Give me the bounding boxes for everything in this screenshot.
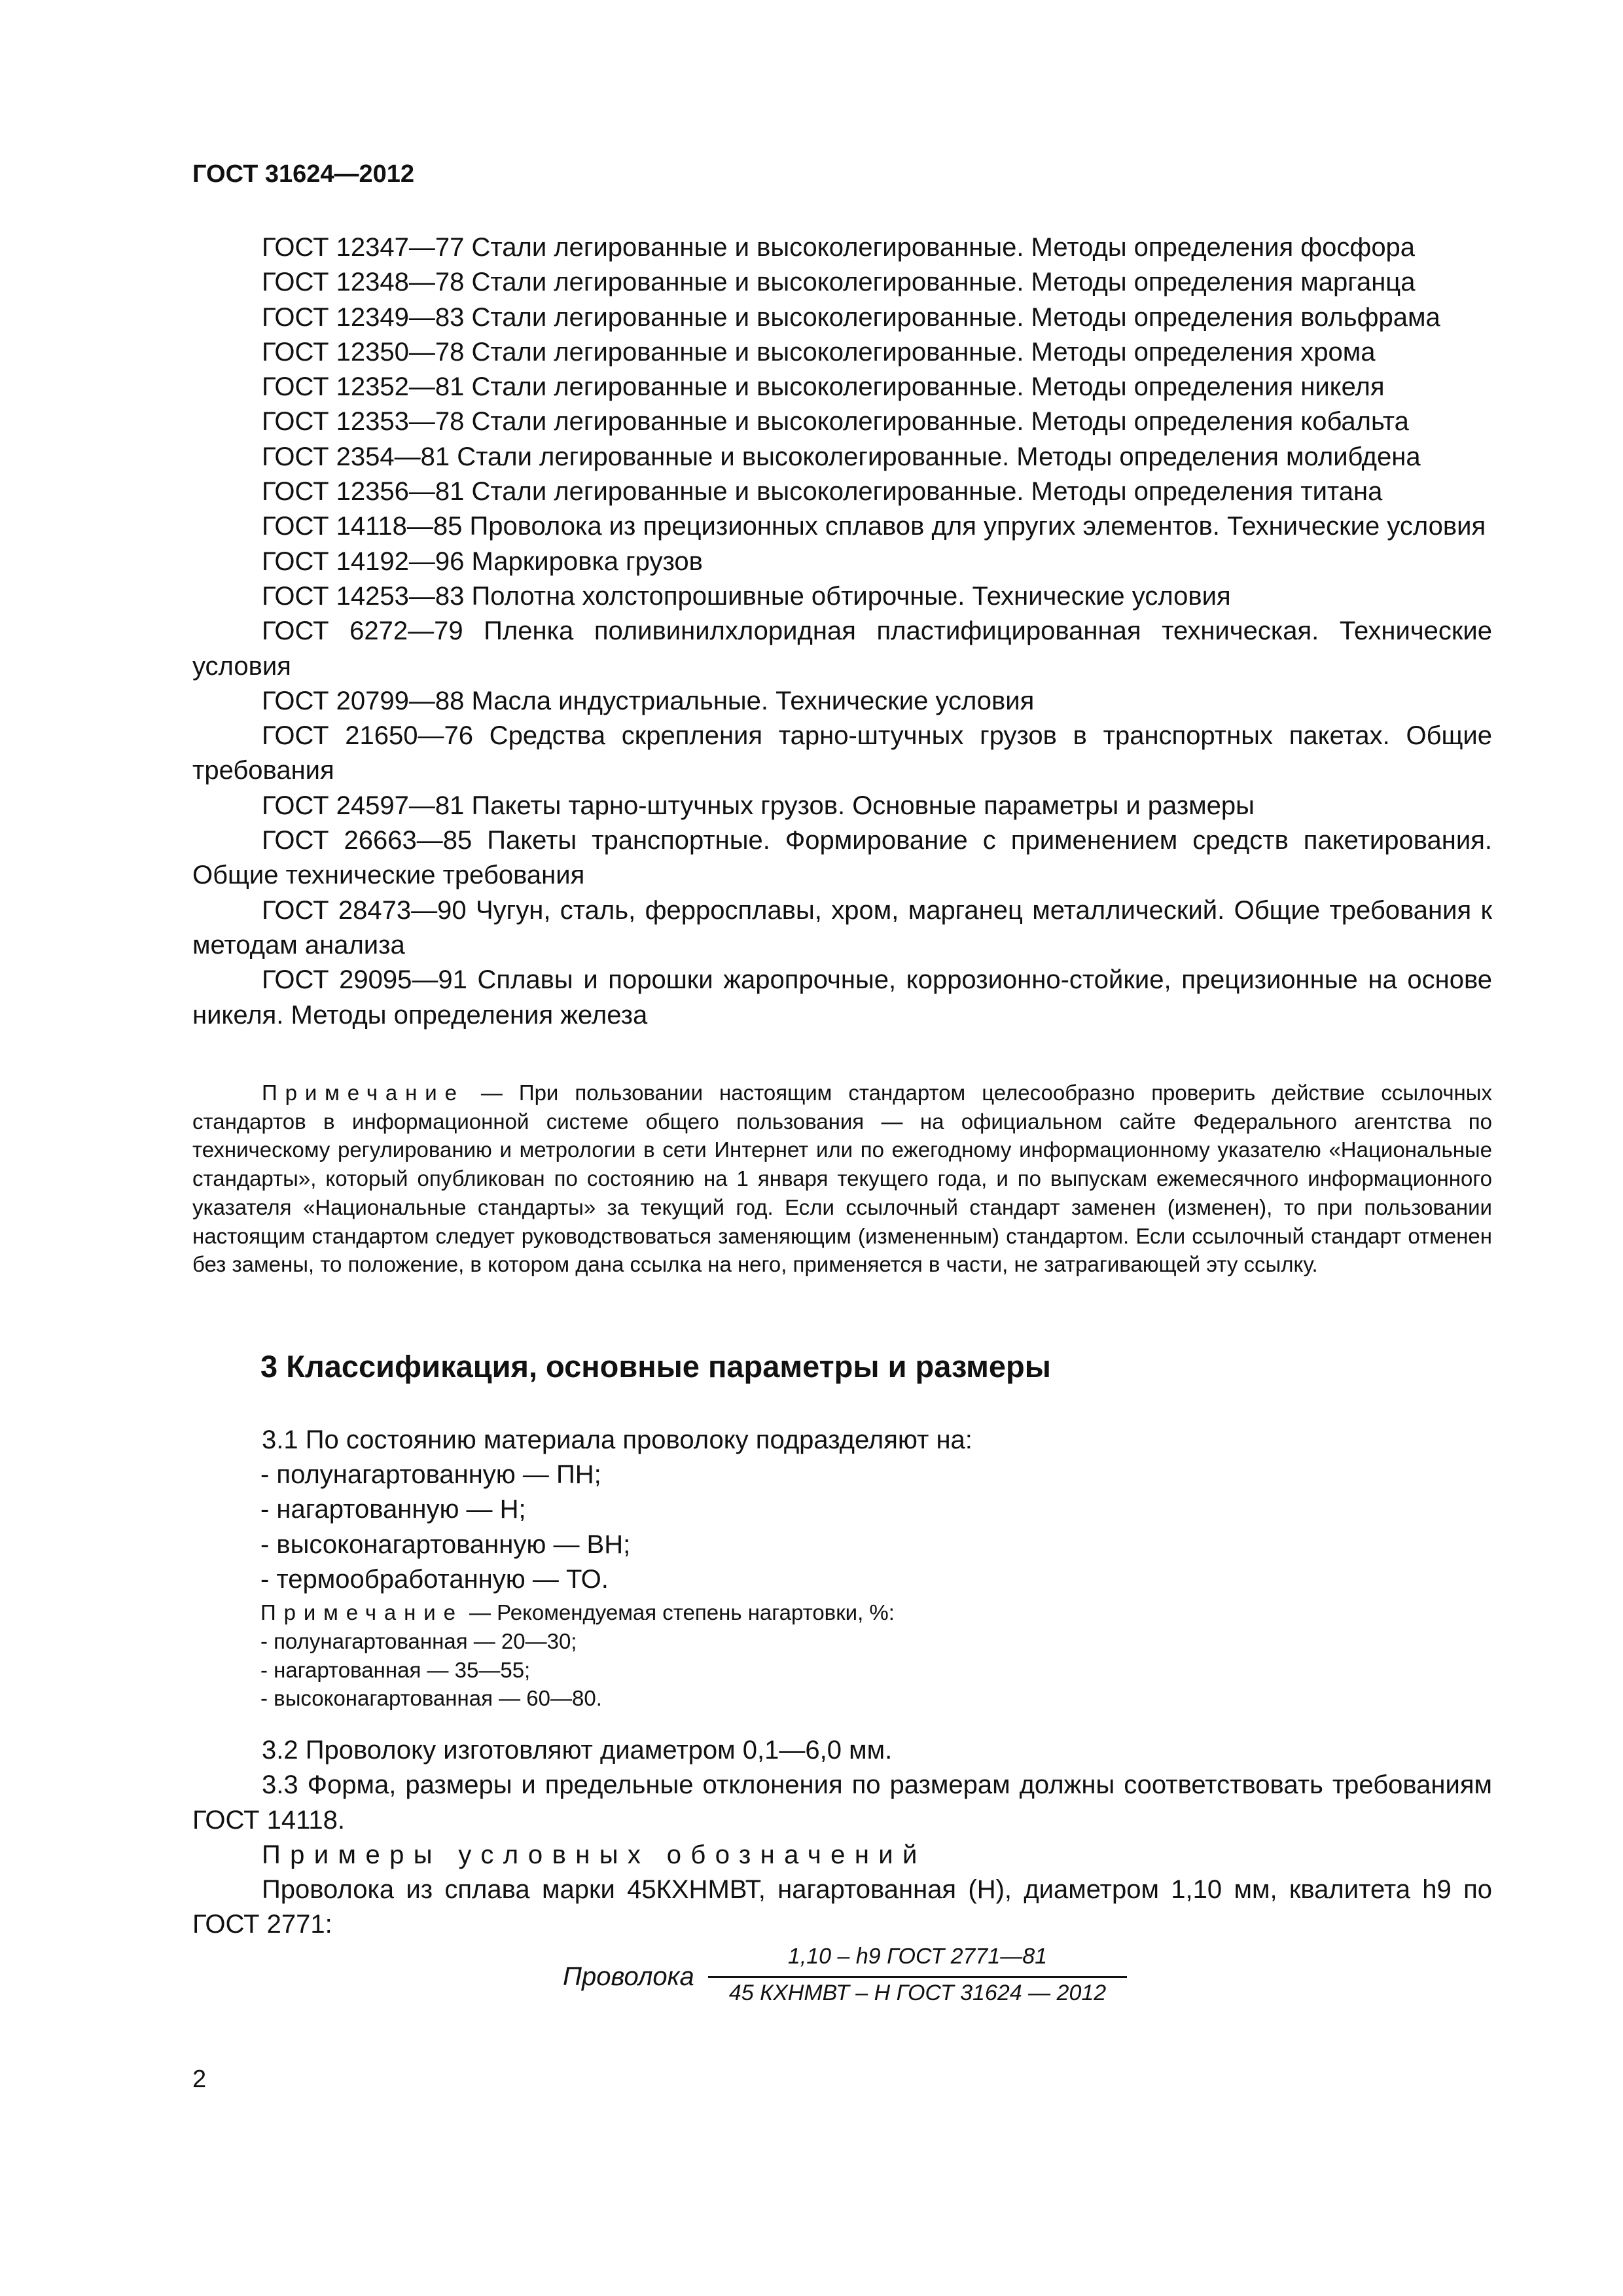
reference-item: ГОСТ 12348—78 Стали легированные и высоколегированные. Методы определения марганца — [262, 268, 1416, 297]
document-header: ГОСТ 31624—2012 — [192, 160, 415, 188]
list-item: - нагартованная — 35—55; — [260, 1657, 531, 1682]
reference-item: ГОСТ 2354—81 Стали легированные и высоколегированные. Методы определения молибдена — [262, 442, 1421, 471]
reference-item: ГОСТ 6272—79 Пленка поливинилхлоридная пластифицированная техническая. Технические условия — [192, 617, 1492, 681]
designation-formula — [563, 1944, 1126, 2016]
fraction-line — [708, 1976, 1127, 1978]
examples-heading: Примеры условных обозначений — [262, 1840, 927, 1869]
reference-item: ГОСТ 12356—81 Стали легированные и высоколегированные. Методы определения титана — [262, 477, 1383, 507]
note-label: Примечание — [262, 1081, 465, 1105]
list-item: - высоконагартованная — 60—80. — [260, 1686, 602, 1711]
reference-item: ГОСТ 12353—78 Стали легированные и высоколегированные. Методы определения кобальта — [262, 407, 1409, 437]
clause-3-2: 3.2 Проволоку изготовляют диаметром 0,1—6,0 мм. — [262, 1736, 893, 1765]
note-text: — Рекомендуемая степень нагартовки, %: — [463, 1600, 895, 1624]
reference-item: ГОСТ 12352—81 Стали легированные и высоколегированные. Методы определения никеля — [262, 372, 1385, 402]
list-item: - полунагартованная — 20—30; — [260, 1629, 577, 1653]
reference-item: ГОСТ 29095—91 Сплавы и порошки жаропрочные, коррозионно-стойкие, прецизионные на основе никеля. Методы определения железа — [192, 965, 1492, 1030]
reference-item: ГОСТ 14192—96 Маркировка грузов — [262, 547, 703, 576]
reference-item: ГОСТ 24597—81 Пакеты тарно-штучных грузов. Основные параметры и размеры — [262, 791, 1255, 820]
reference-item: ГОСТ 12347—77 Стали легированные и высоколегированные. Методы определения фосфора — [262, 233, 1416, 262]
normative-references — [192, 230, 1492, 1033]
clause-3-1: 3.1 По состоянию материала проволоку подразделяют на: — [262, 1426, 972, 1454]
material-state-list — [260, 1458, 630, 1597]
list-item: - нагартованную — Н; — [260, 1495, 526, 1524]
page-number: 2 — [192, 2066, 207, 2093]
references-note — [192, 1079, 1492, 1279]
reference-item: ГОСТ 12349—83 Стали легированные и высоколегированные. Методы определения вольфрама — [262, 302, 1440, 332]
reference-item: ГОСТ 28473—90 Чугун, сталь, ферросплавы, хром, марганец металлический. Общие требования к методам анализа — [192, 895, 1492, 960]
clause-3-3: 3.3 Форма, размеры и предельные отклонения по размерам должны соответствовать требованиям ГОСТ 14118. — [192, 1770, 1492, 1835]
reference-item: ГОСТ 20799—88 Масла индустриальные. Технические условия — [262, 686, 1035, 715]
hardening-degree-list — [260, 1627, 602, 1713]
note-text: — При пользовании настоящим стандартом целесообразно проверить действие ссылочных стандартов в информационной системе общего пользования — на официальном сайте Федерального агентства по техническому регулированию и метрологии в сети Интернет или по ежегодному информационному указателю «Национальные стандарты», который опубликован по состоянию на 1 января текущего года, и по выпускам ежемесячного информационного указателя «Национальные стандарты» за текущий год. Если ссылочный стандарт заменен (изменен), то при пользовании настоящим стандартом следует руководствоваться заменяющим (измененным) стандартом. Если ссылочный стандарт отменен без замены, то положение, в котором дана ссылка на него, применяется в части, не затрагивающей эту ссылку. — [192, 1081, 1492, 1277]
list-item: - термообработанную — ТО. — [260, 1564, 609, 1594]
reference-item: ГОСТ 21650—76 Средства скрепления тарно-штучных грузов в транспортных пакетах. Общие требования — [192, 721, 1492, 785]
reference-item: ГОСТ 14118—85 Проволока из прецизионных сплавов для упругих элементов. Технические условия — [262, 512, 1486, 541]
formula-numerator: 1,10 – h9 ГОСТ 2771—81 — [787, 1944, 1048, 1969]
note-label: Примечание — [260, 1600, 463, 1624]
reference-item: ГОСТ 12350—78 Стали легированные и высоколегированные. Методы определения хрома — [262, 337, 1376, 367]
hardening-note — [260, 1598, 895, 1627]
clauses-3-2-3-3 — [192, 1733, 1492, 1943]
formula-denominator: 45 КХНМВТ – Н ГОСТ 31624 — 2012 — [728, 1981, 1107, 2005]
section-3-heading: 3 Классификация, основные параметры и размеры — [260, 1349, 1051, 1384]
example-text: Проволока из сплава марки 45КХНМВТ, нагартованная (Н), диаметром 1,10 мм, квалитета h9 по ГОСТ 2771: — [192, 1875, 1492, 1939]
reference-item: ГОСТ 14253—83 Полотна холстопрошивные обтирочные. Технические условия — [262, 581, 1231, 611]
reference-item: ГОСТ 26663—85 Пакеты транспортные. Формирование с применением средств пакетирования. Общие технические требования — [192, 826, 1492, 890]
formula-prefix: Проволока — [563, 1962, 694, 1991]
list-item: - высоконагартованную — ВН; — [260, 1530, 631, 1559]
list-item: - полунагартованную — ПН; — [260, 1460, 601, 1489]
